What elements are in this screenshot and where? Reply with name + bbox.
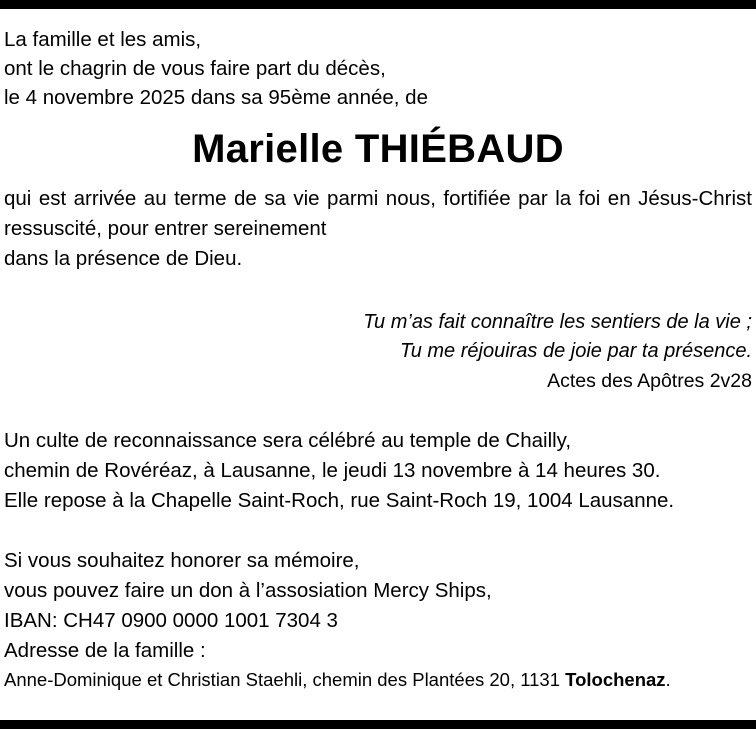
verse-line-1: Tu m’as fait connaître les sentiers de la vie ;	[363, 311, 752, 333]
intro-block	[4, 25, 752, 112]
verse-reference: Actes des Apôtres 2v28	[547, 370, 752, 392]
donation-block	[4, 546, 752, 693]
tribute-paragraph: qui est arrivée au terme de sa vie parmi nous, fortifiée par la foi en Jésus-Christ ressuscité, pour entrer sereinement	[4, 187, 752, 240]
notice-content	[0, 9, 756, 720]
top-divider-rule	[0, 0, 756, 9]
family-address-label: Adresse de la famille :	[4, 639, 206, 662]
service-line-2: chemin de Rovéréaz, à Lausanne, le jeudi 13 novembre à 14 heures 30.	[4, 459, 661, 482]
family-address-locality: Tolochenaz	[565, 669, 666, 690]
tribute-last-line: dans la présence de Dieu.	[4, 247, 243, 270]
tribute-block	[4, 184, 752, 274]
family-address-prefix: Anne-Dominique et Christian Staehli, chemin des Plantées 20, 1131	[4, 669, 566, 690]
scripture-verse-block	[4, 308, 752, 396]
intro-line-3: le 4 novembre 2025 dans sa 95ème année, de	[4, 86, 428, 109]
family-address	[4, 666, 752, 693]
deceased-name: Marielle THIÉBAUD	[192, 127, 564, 171]
bottom-divider-rule	[0, 720, 756, 729]
donation-line-1: Si vous souhaitez honorer sa mémoire,	[4, 549, 360, 572]
service-line-1: Un culte de reconnaissance sera célébré au temple de Chailly,	[4, 429, 572, 452]
donation-iban: IBAN: CH47 0900 0000 1001 7304 3	[4, 609, 338, 632]
donation-line-2: vous pouvez faire un don à l’assosiation Mercy Ships,	[4, 579, 492, 602]
service-details-block	[4, 426, 752, 516]
service-line-3: Elle repose à la Chapelle Saint-Roch, rue Saint-Roch 19, 1004 Lausanne.	[4, 489, 675, 512]
intro-line-1: La famille et les amis,	[4, 28, 202, 51]
intro-line-2: ont le chagrin de vous faire part du décès,	[4, 57, 386, 80]
family-address-suffix: .	[665, 669, 671, 690]
verse-line-2: Tu me réjouiras de joie par ta présence.	[399, 340, 752, 362]
